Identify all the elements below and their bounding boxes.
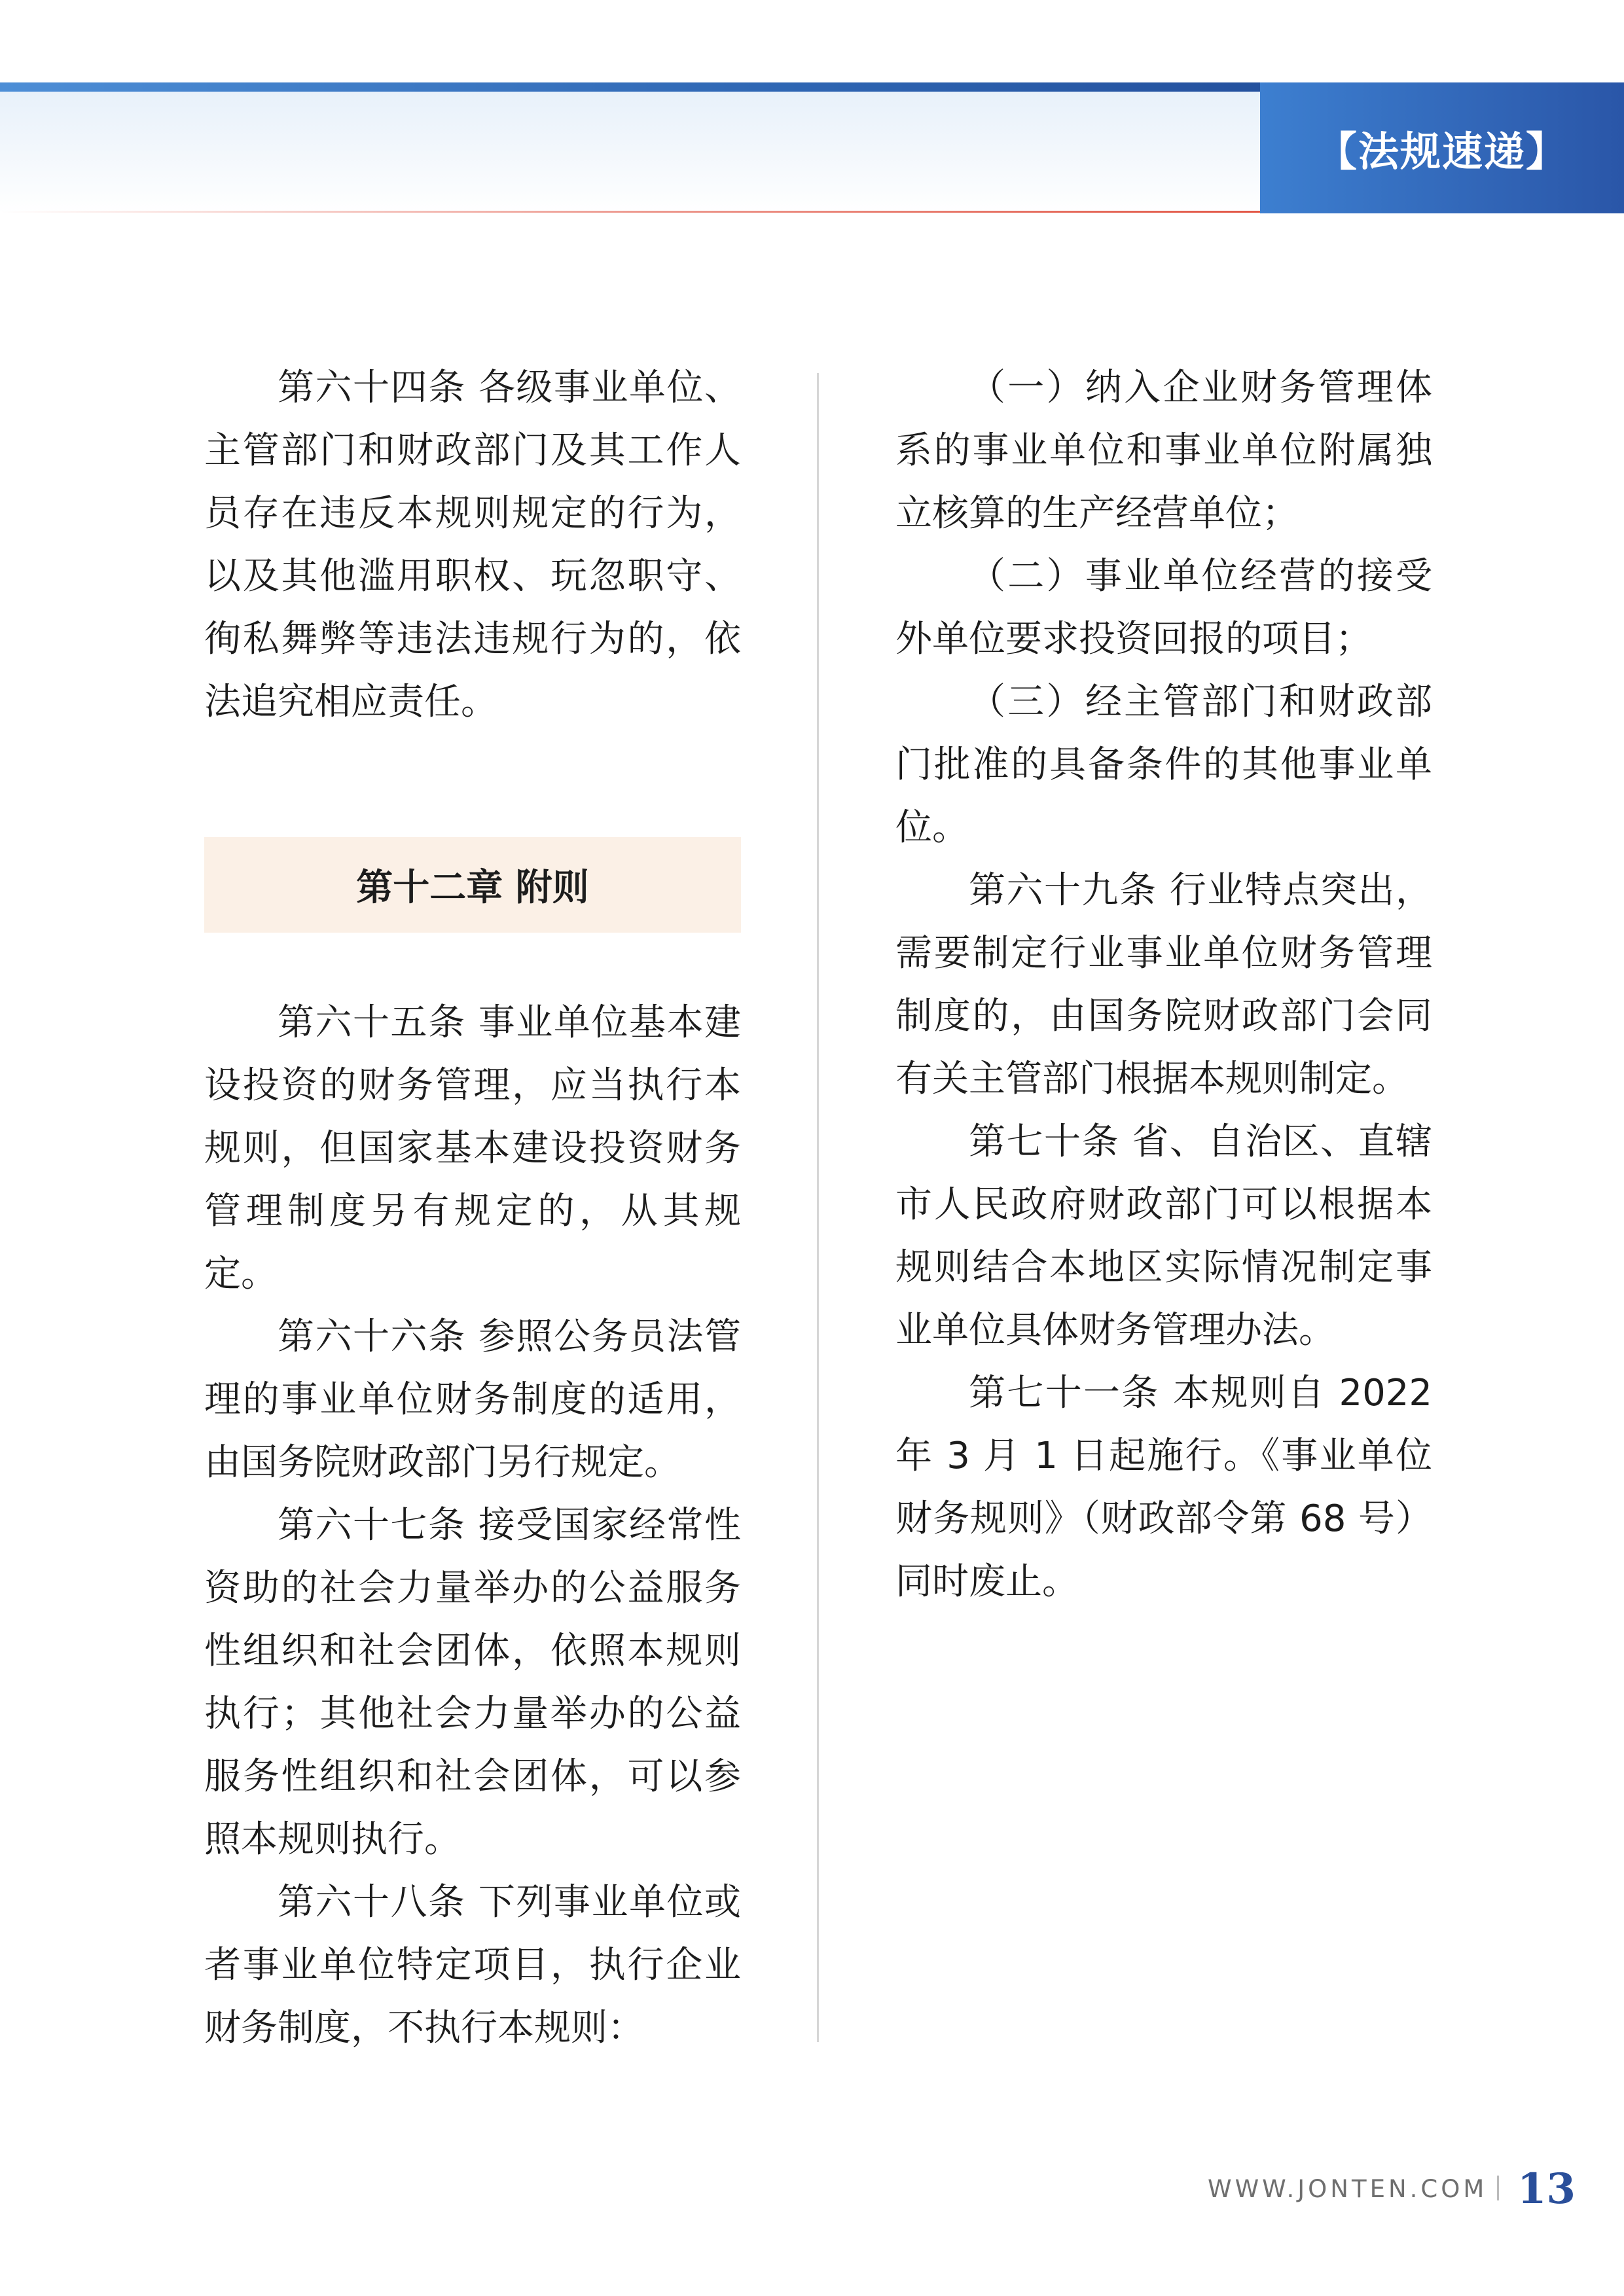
header-bottom-rule xyxy=(0,211,1260,213)
article-70: 第七十条 省、自治区、直辖市人民政府财政部门可以根据本规则结合本地区实际情况制定事业单位具体财务管理办法。 xyxy=(895,1121,1432,1352)
section-tag-label: 【法规速递】 xyxy=(1316,127,1568,175)
header-top-rule xyxy=(0,82,1260,92)
article-68-item-1: （一）纳入企业财务管理体系的事业单位和事业单位附属独立核算的生产经营单位； xyxy=(895,367,1432,535)
article-71: 第七十一条 本规则自 2022 年 3 月 1 日起施行。《事业单位财务规则》（财政部令第 68 号）同时废止。 xyxy=(895,1372,1433,1603)
article-68-item-3: （三）经主管部门和财政部门批准的具备条件的其他事业单位。 xyxy=(895,681,1432,849)
left-column xyxy=(204,357,741,2060)
article-69: 第六十九条 行业特点突出，需要制定行业事业单位财务管理制度的，由国务院财政部门会同有关主管部门根据本规则制定。 xyxy=(895,869,1432,1100)
footer-website: WWW.JONTEN.COM xyxy=(1208,2175,1488,2203)
page-number: 13 xyxy=(1517,2164,1576,2214)
right-column xyxy=(895,357,1432,1613)
chapter-heading: 第十二章 附则 xyxy=(356,867,589,909)
article-68: 第六十八条 下列事业单位或者事业单位特定项目，执行企业财务制度，不执行本规则： xyxy=(204,1881,741,2049)
article-67: 第六十七条 接受国家经常性资助的社会力量举办的公益服务性组织和社会团体，依照本规则执行；其他社会力量举办的公益服务性组织和社会团体，可以参照本规则执行。 xyxy=(204,1504,741,1861)
chapter-heading-box xyxy=(204,837,741,933)
article-65: 第六十五条 事业单位基本建设投资的财务管理，应当执行本规则，但国家基本建设投资财务管理制度另有规定的，从其规定。 xyxy=(204,1001,741,1295)
article-64: 第六十四条 各级事业单位、主管部门和财政部门及其工作人员存在违反本规则规定的行为，以及其他滥用职权、玩忽职守、徇私舞弊等违法违规行为的，依法追究相应责任。 xyxy=(204,367,741,723)
article-68-item-2: （二）事业单位经营的接受外单位要求投资回报的项目； xyxy=(895,555,1432,660)
footer-separator xyxy=(1497,2176,1499,2200)
column-divider xyxy=(817,373,819,2042)
article-66: 第六十六条 参照公务员法管理的事业单位财务制度的适用，由国务院财政部门另行规定。 xyxy=(204,1316,741,1484)
section-tag xyxy=(1260,82,1624,213)
header-band xyxy=(0,82,1260,213)
